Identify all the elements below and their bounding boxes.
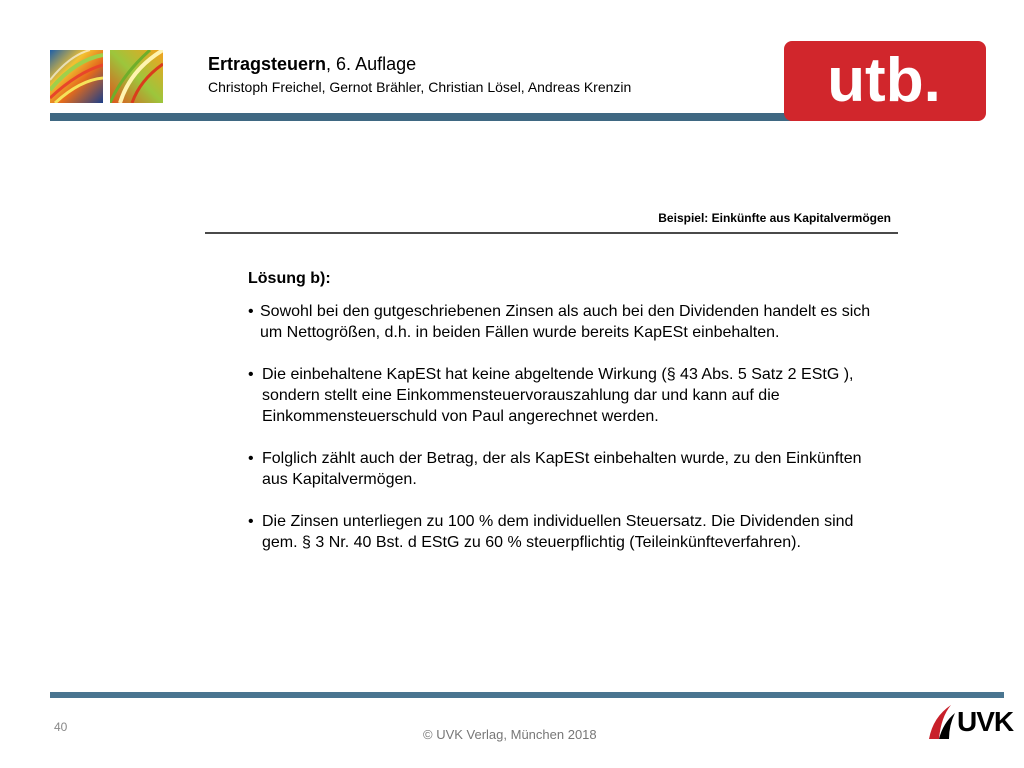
- bullet-text: Sowohl bei den gutgeschriebenen Zinsen als auch bei den Dividenden handelt es sich um Nettogrößen, d.h. in beiden Fällen wurde bereits KapESt einbehalten.: [260, 303, 871, 341]
- cover-thumbnail-1: [50, 50, 103, 103]
- bullet-text: Folglich zählt auch der Betrag, der als KapESt einbehalten wurde, zu den Einkünften aus Kapitalvermögen.: [262, 450, 862, 488]
- book-title-bold: Ertragsteuern: [208, 54, 327, 74]
- bullet-marker: •: [248, 303, 254, 320]
- header-bar: [50, 113, 850, 121]
- bullet-marker: •: [248, 366, 254, 383]
- bullet-item: [248, 448, 873, 490]
- book-title-edition: , 6. Auflage: [326, 54, 417, 74]
- footer-bar: [50, 692, 1004, 698]
- book-title: [208, 53, 416, 75]
- bullet-item: [248, 364, 873, 427]
- section-divider: [205, 232, 898, 234]
- utb-logo: [784, 41, 986, 121]
- section-label: Beispiel: Einkünfte aus Kapitalvermögen: [658, 211, 891, 225]
- page-number: 40: [54, 720, 68, 734]
- book-authors: Christoph Freichel, Gernot Brähler, Christian Lösel, Andreas Krenzin: [208, 79, 632, 95]
- bullet-item: [248, 301, 873, 343]
- bullet-text: Die Zinsen unterliegen zu 100 % dem individuellen Steuersatz. Die Dividenden sind gem. § 3 Nr. 40 Bst. d EStG zu 60 % steuerpflichtig (Teileinkünfteverfahren).: [262, 513, 854, 551]
- bullet-text: Die einbehaltene KapESt hat keine abgeltende Wirkung (§ 43 Abs. 5 Satz 2 EStG ), sondern stellt eine Einkommensteuervorauszahlung dar und kann auf die Einkommensteuerschuld von Paul angerechnet werden.: [262, 366, 854, 425]
- bullet-item: [248, 511, 873, 553]
- cover-thumbnail-2: [110, 50, 163, 103]
- uvk-logo-text: UVK: [957, 706, 1014, 737]
- utb-logo-text: utb.: [827, 46, 941, 115]
- solution-heading: Lösung b):: [248, 270, 331, 287]
- slide-content: [248, 268, 873, 574]
- copyright-notice: © UVK Verlag, München 2018: [423, 727, 597, 742]
- bullet-marker: •: [248, 450, 254, 467]
- bullet-marker: •: [248, 513, 254, 530]
